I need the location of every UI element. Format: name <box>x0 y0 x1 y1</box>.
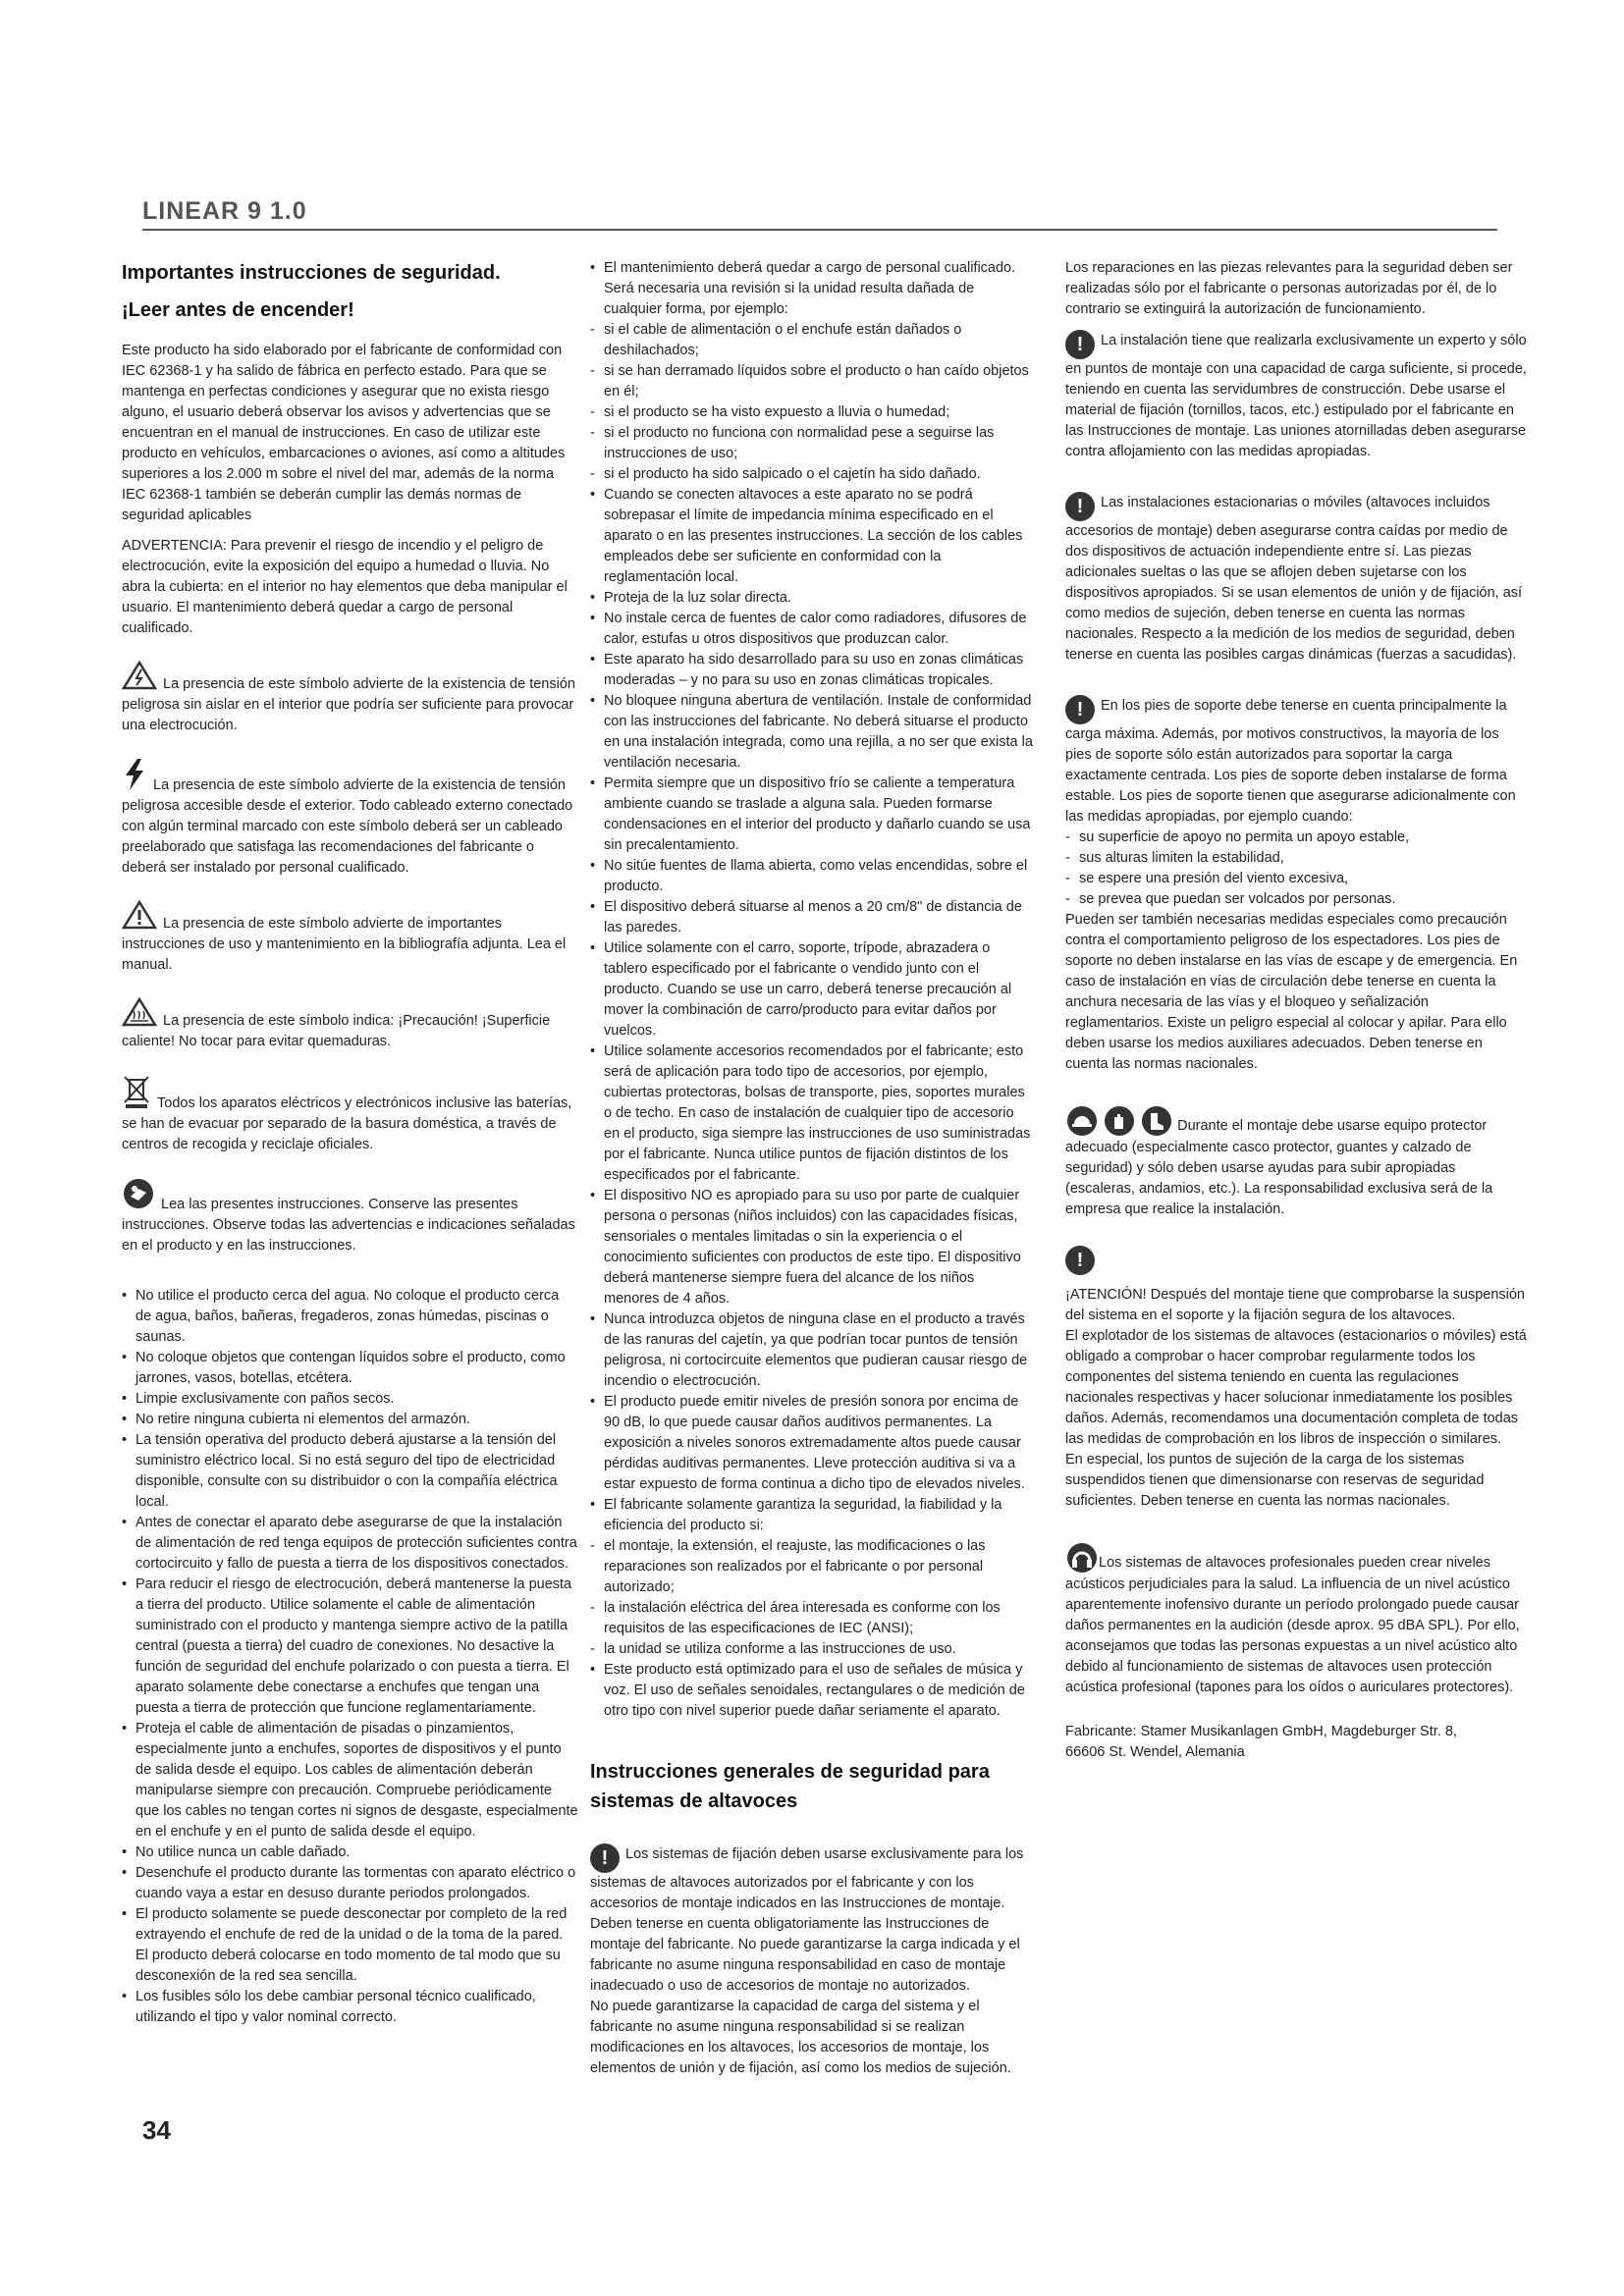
attention-text: ¡ATENCIÓN! Después del montaje tiene que comprobarse la suspensión del sistema en el soporte y la fijación segura de los altavoces. <box>1065 1287 1525 1323</box>
list-item: • Permita siempre que un dispositivo frío se caliente a temperatura ambiente cuando se traslade a alguna sala. Pueden formarse condensaciones en el interior del producto y dañarlo cuando se usa sin precalentamiento. <box>590 774 1033 856</box>
list-item: • No retire ninguna cubierta ni elementos del armazón. <box>122 1410 578 1430</box>
list-item: • No utilice el producto cerca del agua. No coloque el producto cerca de agua, baños, bañeras, fregaderos, zonas húmedas, piscinas o saunas. <box>122 1286 578 1348</box>
list-item: • No utilice nunca un cable dañado. <box>122 1842 578 1863</box>
list-item: • Este producto está optimizado para el uso de señales de música y voz. El uso de señales senoidales, rectangulares o de medición de otro tipo con nivel superior puede dañar seriamente el aparato. <box>590 1660 1033 1722</box>
signal-usage-list <box>590 1660 1033 1722</box>
symbol-block-lightning-triangle <box>122 661 578 736</box>
list-item: - sus alturas limiten la estabilidad, <box>1065 848 1527 869</box>
maintenance-list <box>590 258 1033 320</box>
exclamation-circle-icon: ! <box>1065 330 1095 359</box>
attention-note <box>1065 1246 1527 1512</box>
list-item: - su superficie de apoyo no permita un apoyo estable, <box>1065 828 1527 848</box>
warning-paragraph: ADVERTENCIA: Para prevenir el riesgo de incendio y el peligro de electrocución, evite la exposición del equipo a humedad o lluvia. No abra la cubierta: en el interior no hay elementos que deba manipular el usuario. El mantenimiento deberá quedar a cargo de personal cualificado. <box>122 538 568 636</box>
list-item: • Nunca introduzca objetos de ninguna clase en el producto a través de las ranuras del cajetín, ya que podrían tocar puntos de tensión peligrosa, ni cortocircuite elementos que pudieran causar riesgo de incendio o electrocución. <box>590 1309 1033 1392</box>
list-item: • Los fusibles sólo los debe cambiar personal técnico cualificado, utilizando el tipo y valor nominal correcto. <box>122 1987 578 2028</box>
symbol-block-read-manual <box>122 1177 578 1256</box>
list-item: - si se han derramado líquidos sobre el producto o han caído objetos en él; <box>590 361 1033 402</box>
symbol-text: Lea las presentes instrucciones. Conserve las presentes instrucciones. Observe todas las advertencias e indicaciones señaladas en el producto y en las instrucciones. <box>122 1197 575 1254</box>
stand-paragraph: Pueden ser también necesarias medidas especiales como precaución contra el comportamiento peligroso de los espectadores. Los pies de soporte no deben instalarse en las vías de escape y de emergencia. En caso de instalación en vías de circulación debe tenerse en cuenta la anchura necesaria de las vías y el bloqueo y señalización reglamentarios. Existe un peligro especial al colocar y apilar. Para ello deben usarse los medios auxiliares adecuados. Deben tenerse en cuenta las normas nacionales. <box>1065 912 1518 1072</box>
address-line: 66606 St. Wendel, Alemania <box>1065 1744 1245 1760</box>
section-subheading: ¡Leer antes de encender! <box>122 299 354 321</box>
operator-text: El explotador de los sistemas de altavoces (estacionarios o móviles) está obligado a comprobar o hacer comprobar regularmente todos los componentes del sistema teniendo en cuenta las regulaciones nacionales respectivas y hacer solucionar inmediatamente los posibles daños. Además, recomendamos una documentación completa de todas las medidas de comprobación en los libros de inspección o similares. <box>1065 1328 1527 1447</box>
warning-triangle-icon <box>122 900 157 930</box>
list-item: - si el producto ha sido salpicado o el cajetín ha sido dañado. <box>590 464 1033 485</box>
manufacturer-info <box>1065 1722 1527 1763</box>
mounting-note <box>590 1843 1033 1997</box>
fall-protection-note <box>1065 492 1527 666</box>
list-item: - si el cable de alimentación o el enchufe están dañados o deshilachados; <box>590 320 1033 361</box>
list-item: • La tensión operativa del producto deberá ajustarse a la tensión del suministro eléctrico local. Si no está seguro del tipo de electricidad disponible, consulte con su distribuidor o con la compañía eléctrica local. <box>122 1430 578 1513</box>
symbol-text: La presencia de este símbolo advierte de la existencia de tensión peligrosa accesible desde el exterior. Todo cableado externo conectado con algún terminal marcado con este símbolo deberá ser un cableado preelaborado que satisfaga las recomendaciones del fabricante o deberá ser instalado por personal cualificado. <box>122 777 573 876</box>
list-item: • Limpie exclusivamente con paños secos. <box>122 1389 578 1410</box>
installation-bullet-list <box>590 485 1033 1536</box>
list-item: • Proteja el cable de alimentación de pisadas o pinzamientos, especialmente junto a enchufes, soportes de dispositivos y el punto de salida desde el equipo. Los cables de alimentación deberán manipularse siempre con precaución. Compruebe periódicamente que los cables no tengan cortes ni signos de desgaste, especialmente en el enchufe y en el punto de salida desde el equipo. <box>122 1719 578 1842</box>
list-item: • El producto solamente se puede desconectar por completo de la red extrayendo el enchufe de red de la unidad o de la toma de la pared. El producto deberá colocarse en todo momento de tal modo que su desconexión de la red sea sencilla. <box>122 1904 578 1987</box>
exclamation-circle-icon: ! <box>590 1843 620 1873</box>
symbol-text: La presencia de este símbolo indica: ¡Precaución! ¡Superficie caliente! No tocar para evitar quemaduras. <box>122 1013 551 1049</box>
list-item: - si el producto se ha visto expuesto a lluvia o humedad; <box>590 402 1033 423</box>
symbol-text: La presencia de este símbolo advierte de importantes instrucciones de uso y mantenimiento en la bibliografía adjunta. Lea el manual. <box>122 916 567 973</box>
list-item: • No bloquee ninguna abertura de ventilación. Instale de conformidad con las instrucciones del fabricante. No deberá situarse el producto en una instalación integrada, como una rejilla, a no ser que exista la ventilación necesaria. <box>590 691 1033 774</box>
intro-paragraph: Este producto ha sido elaborado por el fabricante de conformidad con IEC 62368-1 y ha salido de fábrica en perfecto estado. Para que se mantenga en perfectas condiciones y asegurar que no exista riesgo alguno, el usuario deberá observar los avisos y advertencias que se encuentran en el manual de instrucciones. En caso de utilizar este producto en vehículos, embarcaciones o aviones, así como a altitudes superiores a los 2.000 m sobre el nivel del mar, además de la norma IEC 62368-1 también se deberán cumplir las demás normas de seguridad aplicables <box>122 343 566 523</box>
symbol-block-weee <box>122 1074 578 1155</box>
warranty-conditions-list <box>590 1536 1033 1660</box>
manufacturer-line: Fabricante: Stamer Musikanlagen GmbH, Magdeburger Str. 8, <box>1065 1724 1457 1739</box>
lightning-triangle-icon <box>122 661 157 690</box>
list-item: • El dispositivo NO es apropiado para su uso por parte de cualquier persona o personas (niños incluidos) con las capacidades físicas, sensoriales o mentales limitadas o sin la experiencia o el conocimiento suficientes con productos de este tipo. El dispositivo deberá mantenerse siempre fuera del alcance de los niños menores de 4 años. <box>590 1186 1033 1309</box>
safety-shoes-icon <box>1140 1104 1173 1138</box>
note-text: Las instalaciones estacionarias o móviles (altavoces incluidos accesorios de montaje) deben asegurarse contra caídas por medio de dos dispositivos de actuación independiente entre sí. Las piezas adicionales sueltas o las que se aflojen deben sujetarse con los dispositivos apropiados. Si se usan elementos de unión y de fijación, así como medios de sujeción, deben tenerse en cuenta las normas nacionales. Respecto a la medición de los medios de seguridad, deben tenerse en cuenta las posibles cargas dinámicas (fuerzas a sacudidas). <box>1065 495 1523 663</box>
list-item: • Antes de conectar el aparato debe asegurarse de que la instalación de alimentación de red tenga equipos de protección suficientes contra cortocircuito y fallo de puesta a tierra de los dispositivos conectados. <box>122 1513 578 1575</box>
stand-conditions-list <box>1065 828 1527 910</box>
read-manual-icon <box>122 1177 155 1210</box>
symbol-block-hot-surface <box>122 997 578 1052</box>
note-text: En los pies de soporte debe tenerse en cuenta principalmente la carga máxima. Además, por motivos constructivos, la mayoría de los pies de soporte sólo están autorizados para soportar la carga exactamente centrada. Los pies de soporte deben instalarse de forma estable. Los pies de soporte tienen que asegurarse adicionalmente con las medidas apropiadas, por ejemplo cuando: <box>1065 698 1516 825</box>
crossed-bin-icon <box>122 1074 151 1109</box>
list-item: - se prevea que puedan ser volcados por personas. <box>1065 889 1527 910</box>
speaker-safety-heading: Instrucciones generales de seguridad para sistemas de altavoces <box>590 1761 990 1812</box>
list-item: • El fabricante solamente garantiza la seguridad, la fiabilidad y la eficiencia del producto si: <box>590 1495 1033 1536</box>
list-item: • El dispositivo deberá situarse al menos a 20 cm/8" de distancia de las paredes. <box>590 897 1033 938</box>
hot-surface-icon <box>122 997 157 1027</box>
list-item: • No coloque objetos que contengan líquidos sobre el producto, como jarrones, vasos, botellas, etcétera. <box>122 1348 578 1389</box>
page-header <box>142 199 1497 231</box>
list-item: • Para reducir el riesgo de electrocución, deberá mantenerse la puesta a tierra del producto. Utilice solamente el cable de alimentación suministrado con el producto y mantenga siempre activo de la patilla central (puesta a tierra) del cuadro de conexiones. No desactive la función de seguridad del enchufe polarizado o con puesta a tierra. El aparato solamente debe conectarse a enchufes que tengan una puesta a tierra de protección que funcione reglamentariamente. <box>122 1575 578 1719</box>
page-number: 34 <box>142 2115 171 2145</box>
list-item: • Este aparato ha sido desarrollado para su uso en zonas climáticas moderadas – y no para su uso en zonas climáticas tropicales. <box>590 650 1033 691</box>
safety-bullet-list <box>122 1286 578 2028</box>
list-item: - la unidad se utiliza conforme a las instrucciones de uso. <box>590 1639 1033 1660</box>
symbol-block-exclamation-triangle <box>122 900 578 976</box>
lightning-bolt-icon <box>122 758 147 791</box>
protective-equipment-note <box>1065 1104 1527 1220</box>
note-text: Los sistemas de fijación deben usarse exclusivamente para los sistemas de altavoces autorizados por el fabricante y con los accesorios de montaje indicados en las Instrucciones de montaje. Deben tenerse en cuenta obligatoriamente las Instrucciones de montaje del fabricante. No puede garantizarse la carga indicada y el fabricante no asume ninguna responsabilidad en caso de montaje inadecuado o uso de accesorios de montaje no autorizados. <box>590 1846 1024 1994</box>
list-item: • Cuando se conecten altavoces a este aparato no se podrá sobrepasar el límite de impedancia mínima especificado en el aparato o en las presentes instrucciones. La sección de los cables empleados debe ser suficiente en conformidad con la reglamentación local. <box>590 485 1033 588</box>
exclamation-circle-icon: ! <box>1065 1246 1095 1275</box>
damage-conditions-list <box>590 320 1033 485</box>
list-item: • Utilice solamente accesorios recomendados por el fabricante; esto será de aplicación para todo tipo de accesorios, por ejemplo, cubiertas protectoras, bolsas de transporte, pies, soportes murales o de techo. En caso de instalación de cualquier tipo de accesorio en el producto, siga siempre las instrucciones de uso suministradas por el fabricante. Nunca utilice puntos de fijación distintos de los especificados por el fabricante. <box>590 1041 1033 1186</box>
list-item: - el montaje, la extensión, el reajuste, las modificaciones o las reparaciones son realizados por el fabricante o por personal autorizado; <box>590 1536 1033 1598</box>
list-item: - la instalación eléctrica del área interesada es conforme con los requisitos de las especificaciones de IEC (ANSI); <box>590 1598 1033 1639</box>
symbol-text: La presencia de este símbolo advierte de la existencia de tensión peligrosa sin aislar en el interior que podría ser suficiente para provocar una electrocución. <box>122 676 575 733</box>
exclamation-circle-icon: ! <box>1065 695 1095 724</box>
note-text: Los sistemas de altavoces profesionales pueden crear niveles acústicos perjudiciales para la salud. La influencia de un nivel acústico aparentemente inofensivo durante un período prolongado puede causar daños permanentes en la audición (desde aprox. 95 dBA SPL). Por ello, aconsejamos que todas las personas expuestas a un nivel acústico alto debido al funcionamiento de sistemas de altavoces usen protección acústica profesional (tapones para los oídos o auriculares protectores). <box>1065 1555 1520 1695</box>
note-text: Durante el montaje debe usarse equipo protector adecuado (especialmente casco protector, guantes y calzado de seguridad) y sólo deben usarse ayudas para subir apropiadas (escaleras, andamios, etc.). La responsabilidad exclusiva será de la empresa que realice la instalación. <box>1065 1118 1493 1217</box>
list-item: • Utilice solamente con el carro, soporte, trípode, abrazadera o tablero especificado por el fabricante o vendido junto con el producto. Cuando se use un carro, deberá tenerse precaución al mover la combinación de carro/producto para evitar daños por vuelcos. <box>590 938 1033 1041</box>
list-item: • No sitúe fuentes de llama abierta, como velas encendidas, sobre el producto. <box>590 856 1033 897</box>
safety-gloves-icon <box>1103 1104 1136 1138</box>
list-item: • El producto puede emitir niveles de presión sonora por encima de 90 dB, lo que puede causar daños auditivos permanentes. La exposición a niveles sonoros extremadamente altos puede causar pérdidas auditivas permanentes. Lleve protección auditiva si va a estar expuesto de forma continua a dicho tipo de elevados niveles. <box>590 1392 1033 1495</box>
repairs-paragraph: Los reparaciones en las piezas relevantes para la seguridad deben ser realizadas sólo por el fabricante o personas autorizadas por él, de lo contrario se extinguirá la autorización de funcionamiento. <box>1065 260 1513 317</box>
symbol-block-lightning <box>122 758 578 879</box>
list-item: • Proteja de la luz solar directa. <box>590 588 1033 609</box>
exclamation-circle-icon: ! <box>1065 492 1095 521</box>
document-title: LINEAR 9 1.0 <box>142 197 307 225</box>
installation-expert-note <box>1065 330 1527 462</box>
list-item: • No instale cerca de fuentes de calor como radiadores, difusores de calor, estufas u otros dispositivos que produzcan calor. <box>590 609 1033 650</box>
column-3 <box>1065 258 1527 1763</box>
hearing-protection-note <box>1065 1541 1527 1698</box>
safety-helmet-icon <box>1065 1104 1099 1138</box>
section-heading: Importantes instrucciones de seguridad. <box>122 262 501 284</box>
list-item: • El mantenimiento deberá quedar a cargo de personal cualificado. Será necesaria una revisión si la unidad resulta dañada de cualquier forma, por ejemplo: <box>590 258 1033 320</box>
stand-load-note <box>1065 695 1527 828</box>
note-paragraph: No puede garantizarse la capacidad de carga del sistema y el fabricante no asume ninguna responsabilidad si se realizan modificaciones en los altavoces, los accesorios de montaje, los elementos de unión y de fijación, así como los medios de sujeción. <box>590 1999 1011 2076</box>
list-item: - si el producto no funciona con normalidad pese a seguirse las instrucciones de uso; <box>590 423 1033 464</box>
column-2 <box>590 258 1033 2089</box>
column-1 <box>122 258 578 2036</box>
suspension-text: En especial, los puntos de sujeción de la carga de los sistemas suspendidos tienen que dimensionarse con reservas de seguridad suficientes. Deben tenerse en cuenta las normas nacionales. <box>1065 1452 1485 1509</box>
hearing-protection-icon <box>1065 1541 1099 1575</box>
note-text: La instalación tiene que realizarla exclusivamente un experto y sólo en puntos de montaje con una capacidad de carga suficiente, si procede, teniendo en cuenta las servidumbres de construcción. Debe usarse el material de fijación (tornillos, tacos, etc.) estipulado por el fabricante en las Instrucciones de montaje. Las uniones atornilladas deben asegurarse contra aflojamiento con las medidas apropiadas. <box>1065 333 1527 459</box>
list-item: - se espere una presión del viento excesiva, <box>1065 869 1527 889</box>
list-item: • Desenchufe el producto durante las tormentas con aparato eléctrico o cuando vaya a estar en desuso durante periodos prolongados. <box>122 1863 578 1904</box>
symbol-text: Todos los aparatos eléctricos y electrónicos inclusive las baterías, se han de evacuar por separado de la basura doméstica, a través de centros de recogida y reciclaje oficiales. <box>122 1095 572 1152</box>
